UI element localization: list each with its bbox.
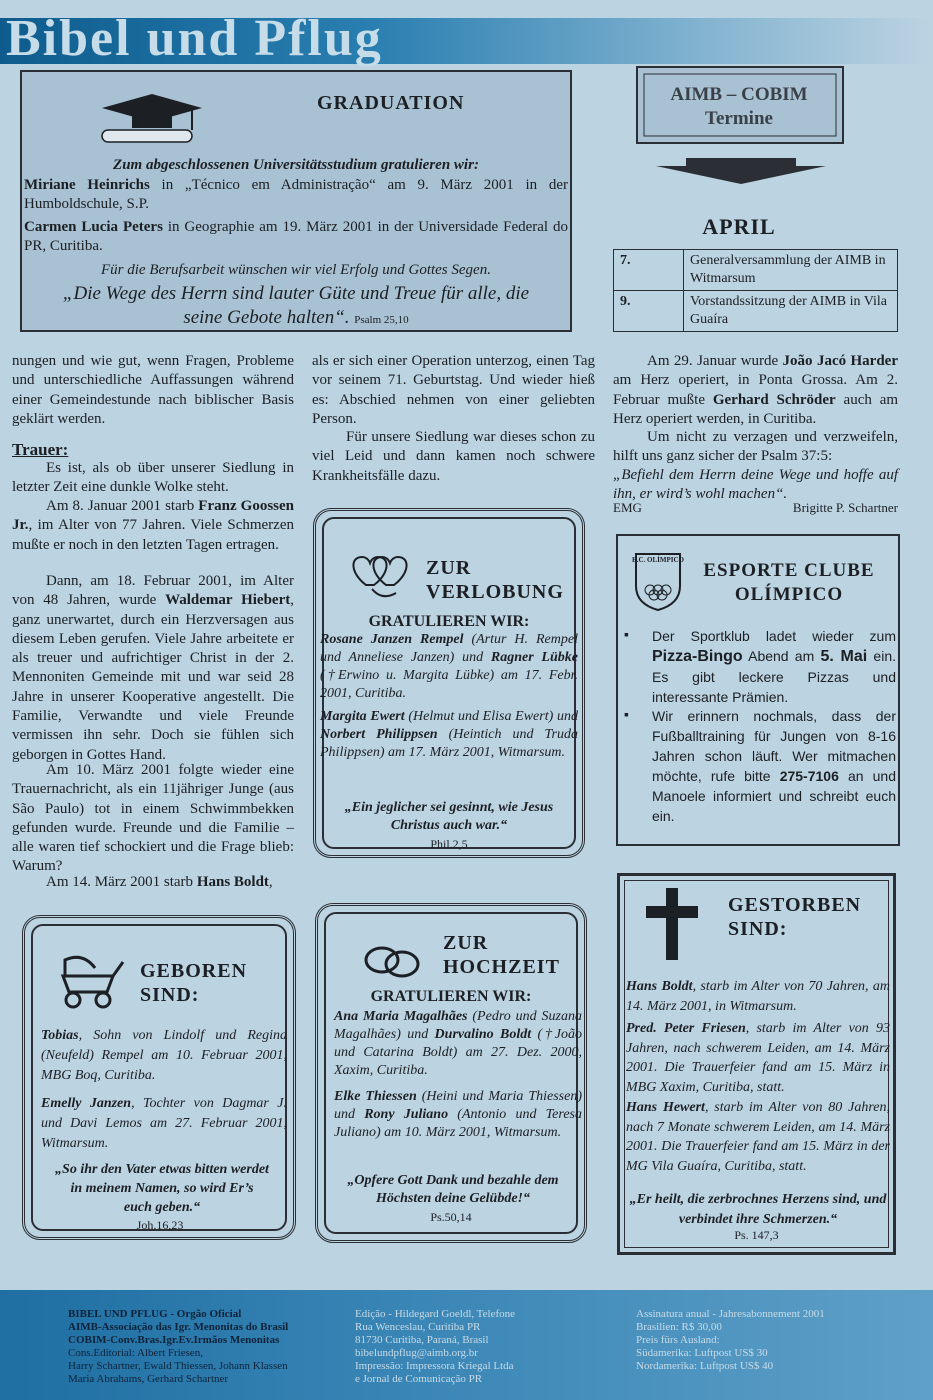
graduation-entry [24,176,568,215]
text: , Tochter von Dagmar J. und Davi Lemos am 27. Februar 2001, Witmarsum. [41,1096,287,1151]
text: , Sohn von Lindolf und Regina (Neufeld) Rempel am 10. Februar 2001, MBG Boq, Curitiba. [41,1028,287,1083]
wedding-rings-icon [358,934,428,984]
imprint-line: Cons.Editorial: Albert Friesen, [68,1347,204,1359]
imprint-line: 81730 Curitiba, Paraná, Brasil [355,1334,489,1346]
hochzeit-entry [334,1088,582,1142]
geboren-verse-ref: Joh.16,23 [136,1218,184,1232]
gestorben-title-1: GESTORBEN [728,894,862,916]
person-name: João Jacó Harder [782,353,898,369]
verlobung-subtitle: GRATULIEREN WIR: [368,613,530,630]
text: (Artur H. Rempel und Anneliese Janzen) und [320,632,578,665]
geboren-entry [41,1094,287,1154]
graduation-cap-icon [92,90,222,150]
hochzeit-verse-ref: Ps.50,14 [430,1210,472,1224]
person-name: Pred. Peter Friesen [626,1021,746,1036]
text: , im Alter von 77 Jahren. Viele Schmerzen mußte er noch in den letzten Tagen ertragen. [12,517,294,553]
esporte-title-1: ESPORTE CLUBE [703,560,875,581]
geboren-title-1: GEBOREN [140,960,248,982]
club-crest-label: E.C. OLÍMPICO [632,556,684,564]
aimb-month: APRIL [702,214,776,239]
person-name: Margita Ewert [320,709,405,724]
graduation-intro: Zum abgeschlossenen Universitätsstudium gratulieren wir: [113,157,479,173]
text: ein. Es gibt leckere Pizzas und interessante Prämien. [652,648,896,705]
graduation-entry [24,218,568,257]
gestorben-verse-ref: Ps. 147,3 [734,1228,779,1242]
imprint-line: e Jornal de Comunicação PR [355,1373,483,1385]
text: (Pedro und Suzana Magalhães) und [334,1009,582,1042]
person-name: Ragner Lübke [490,650,578,665]
schedule-day: 9. [614,291,684,332]
col3-author: Brigitte P. Schartner [792,500,898,515]
text: Abend am [742,648,821,664]
person-name: Norbert Philippsen [320,727,438,742]
gestorben-box [617,873,896,1255]
col1-paragraph [12,572,294,765]
text: Dann, am 18. Februar 2001, im Alter von 48 Jahren, wurde [12,573,294,609]
col3-verse: „Befiehl dem Herrn deine Wege und hoffe auf ihn, er wird’s wohl machen“. [613,467,898,503]
event-name: Pizza-Bingo [652,648,743,665]
hochzeit-subtitle: GRATULIEREN WIR: [370,988,532,1005]
col1-paragraph [12,873,294,892]
graduation-title: GRADUATION [317,92,465,114]
imprint-col-3 [636,1308,926,1373]
text: , [268,874,273,890]
person-name: Gerhard Schröder [712,391,836,408]
esporte-box [616,534,900,846]
geboren-verse: „So ihr den Vater etwas bitten werdet in meinem Namen, so wird Er’s euch geben.“ [55,1162,269,1215]
graduation-verse [42,282,550,332]
person-name: Tobias [41,1028,79,1043]
imprint-line: Assinatura anual - Jahresabonnement 2001 [636,1308,825,1320]
text: (Helmut und Elisa Ewert) und [404,709,578,724]
bullet-icon: ▪ [624,708,629,723]
hochzeit-title-2: HOCHZEIT [443,956,560,978]
graduation-box [20,70,572,332]
phone-number: 275-7106 [779,768,839,784]
schedule-event: Vorstandssitzung der AIMB in Vila Guaíra [684,291,898,332]
graduation-verse-text: „Die Wege des Herrn sind lauter Güte und Treue für alle, die seine Gebote halten“. [62,283,530,328]
imprint-col-1 [68,1308,344,1386]
esporte-item [652,706,896,826]
hearts-icon [346,549,416,605]
text: an und Manoele informiert und schreibt euch ein. [652,768,896,824]
hochzeit-frame [315,903,587,1243]
gestorben-verse: „Er heilt, die zerbrochnes Herzens sind, und verbindet ihre Schmerzen.“ [629,1192,887,1227]
graduate-name: Carmen Lucia Peters [24,219,163,235]
verlobung-title-2: VERLOBUNG [426,581,564,603]
text: Wir erinnern nochmals, dass der Fußballtraining für Jungen von 8-16 Jahren schon läuft. Wer mitmachen möchte, rufe bitte [652,708,896,784]
text: , starb im Alter von 80 Jahren, nach 7 Monate schwerem Leiden, am 14. März 2001. Die Trauerfeier fand am 15. März in der MG Vila Guaíra, Curitiba, statt. [626,1100,890,1174]
person-name: Durvalino Boldt [434,1027,532,1042]
event-date: 5. Mai [820,648,868,665]
verlobung-verse: „Ein jeglicher sei gesinnt, wie Jesus Christus auch war.“ [344,800,554,833]
person-name: Franz Goossen Jr. [12,498,294,534]
hochzeit-verse: „Opfere Gott Dank und bezahle dem Höchsten deine Gelübde!“ [347,1173,559,1206]
graduate-detail: in Geographie am 19. März 2001 in der Universidade Federal do PR, Curitiba. [24,219,568,255]
verlobung-entry [320,631,578,703]
text: Am 29. Januar wurde [647,353,783,369]
geboren-frame [22,915,296,1240]
schedule-row [614,250,898,291]
imprint-line: Maria Abrahams, Gerhard Schartner [68,1373,229,1385]
imprint-line: bibelundpflug@aimb.org.br [355,1347,478,1359]
person-name: Hans Boldt [196,874,269,890]
person-name: Hans Hewert [626,1100,705,1115]
imprint-line: Brasilien: R$ 30,00 [636,1321,722,1333]
col3-emg: EMG [613,500,642,515]
person-name: Waldemar Hiebert [165,592,291,609]
col1-paragraph [12,497,294,555]
text: Am 8. Januar 2001 starb [46,498,199,514]
text: (Heintich und Truda Philippsen) am 17. März 2001, Witmarsum. [320,727,578,760]
col2-paragraph: Für unsere Siedlung war dieses schon zu viel Leid und dann kamen noch schwere Krankheitsfälle dazu. [312,429,595,484]
text: (Heini und Maria Thiessen) und [334,1089,583,1122]
geboren-entry [41,1026,287,1086]
col1-paragraph: Es ist, als ob über unserer Siedlung in letzter Zeit eine dunkle Wolke steht. [12,460,294,496]
text: , starb im Alter von 93 Jahren, nach schwerem Leiden, am 14. März 2001. Die Trauerfeier fand am 15. März in MBG Xaxim, Curitiba, statt. [626,1021,890,1095]
gestorben-entry [626,1098,890,1176]
verlobung-verse-ref: Phil.2,5 [430,837,468,851]
imprint-line: COBIM-Conv.Bras.Igr.Ev.Irmãos Menonitas [68,1334,280,1346]
schedule-row [614,291,898,332]
person-name: Ana Maria Magalhães [334,1009,468,1024]
cross-icon [642,886,702,962]
geboren-title-2: SIND: [140,984,200,1006]
graduation-wish: Für die Berufsarbeit wünschen wir viel Erfolg und Gottes Segen. [101,262,491,278]
text: Am 14. März 2001 starb [46,874,197,890]
col1-paragraph: Am 10. März 2001 folgte wieder eine Trauernachricht, als ein 11jähriger Junge (aus São Paulo) tot in einem Schwimmbekken gefunden wurde. Freunde und die Familie – alle waren tief schockiert und die Frage blieb: Warum? [12,762,294,875]
verlobung-title-1: ZUR [426,557,472,579]
person-name: Emelly Janzen [41,1096,132,1111]
hochzeit-title-1: ZUR [443,932,489,954]
imprint-col-2 [355,1308,620,1386]
baby-carriage-icon [55,948,127,1010]
imprint-line: Impressão: Impressora Kriegal Ltda [355,1360,514,1372]
graduate-detail: in „Técnico em Administração“ am 9. März 2001 in der Humboldschule, S.P. [24,177,568,213]
person-name: Rosane Janzen Rempel [320,632,464,647]
gestorben-entry [626,1019,890,1097]
masthead-title: Bibel und Pflug [6,12,383,66]
gestorben-title-2: SIND: [728,918,788,940]
schedule-day: 7. [614,250,684,291]
text: (Antonio und Teresa Juliano) am 10. März 2001, Witmarsum. [334,1107,582,1140]
esporte-title-2: OLÍMPICO [734,584,844,605]
col3-paragraph [613,352,898,429]
esporte-item [652,626,896,707]
text: Der Sportklub ladet wieder zum [652,628,896,644]
bullet-icon: ▪ [624,628,629,643]
aimb-subheading: Termine [705,108,773,129]
text: , starb im Alter von 70 Jahren, am 14. März 2001, in Witmarsum. [626,979,890,1014]
verlobung-frame [313,508,585,858]
text: auch am Herz operiert werden, in Curitiba. [613,391,899,427]
imprint-line: BIBEL UND PFLUG - Orgão Oficial [68,1308,242,1320]
hochzeit-entry [334,1008,582,1080]
aimb-heading: AIMB – COBIM [670,84,808,105]
text: (†João und Catarina Boldt) am 27. Dez. 2000, Xaxim, Curitiba. [334,1027,582,1078]
col1-paragraph: nungen und wie gut, wenn Fragen, Probleme und unterschiedliche Auffassungen während einer Gemeindestunde nach biblischer Basis geklärt werden. [12,353,294,427]
text: (†Erwino u. Margita Lübke) am 17. Febr. 2001, Curitiba. [320,668,578,701]
imprint-line: Nordamerika: Luftpost US$ 40 [636,1360,774,1372]
text: , ganz unerwartet, durch ein Herzversagen aus diesem Leben gerufen. Viele Jahre arbeitete er als treuer und aufrichtiger Christ in der 2. Mennoniten Gemeinde mit und war seid 28 Jahre in unserer Kooperative angestellt. Die Familie, Verwandte und viele Freunde vermissen ihn sehr. Doch sie fühlen sich geborgen in Gottes Hand. [12,592,294,763]
col2-paragraph: als er sich einer Operation unterzog, einen Tag vor seinem 71. Geburtstag. Und wieder hieß es: Abschied nehmen von einer geliebten Person. [312,353,595,427]
person-name: Rony Juliano [364,1107,449,1122]
graduation-verse-ref: Psalm 25,10 [354,314,409,326]
imprint-line: Edição - Hildegard Goeldl, Telefone [355,1308,515,1320]
imprint-line: AIMB-Associação das Igr. Menonitas do Brasil [68,1321,289,1333]
schedule-event: Generalversammlung der AIMB in Witmarsum [684,250,898,291]
graduate-name: Miriane Heinrichs [24,177,150,193]
imprint-line: Südamerika: Luftpost US$ 30 [636,1347,768,1359]
person-name: Hans Boldt [626,979,693,994]
trauer-heading: Trauer: [12,440,69,459]
imprint-line: Rua Wenceslau, Curitiba PR [355,1321,481,1333]
gestorben-entry [626,977,890,1016]
person-name: Elke Thiessen [334,1089,417,1104]
imprint-line: Harry Schartner, Ewald Thiessen, Johann Klassen [68,1360,288,1372]
imprint-line: Preis fürs Ausland: [636,1334,720,1346]
text: am Herz operiert, in Ponta Grossa. Am 2. Februar mußte [613,372,898,408]
aimb-schedule-table [613,249,898,332]
col3-paragraph: Um nicht zu verzagen und verzweifeln, hilft uns ganz sicher der Psalm 37:5: [613,429,898,465]
verlobung-entry [320,708,578,762]
